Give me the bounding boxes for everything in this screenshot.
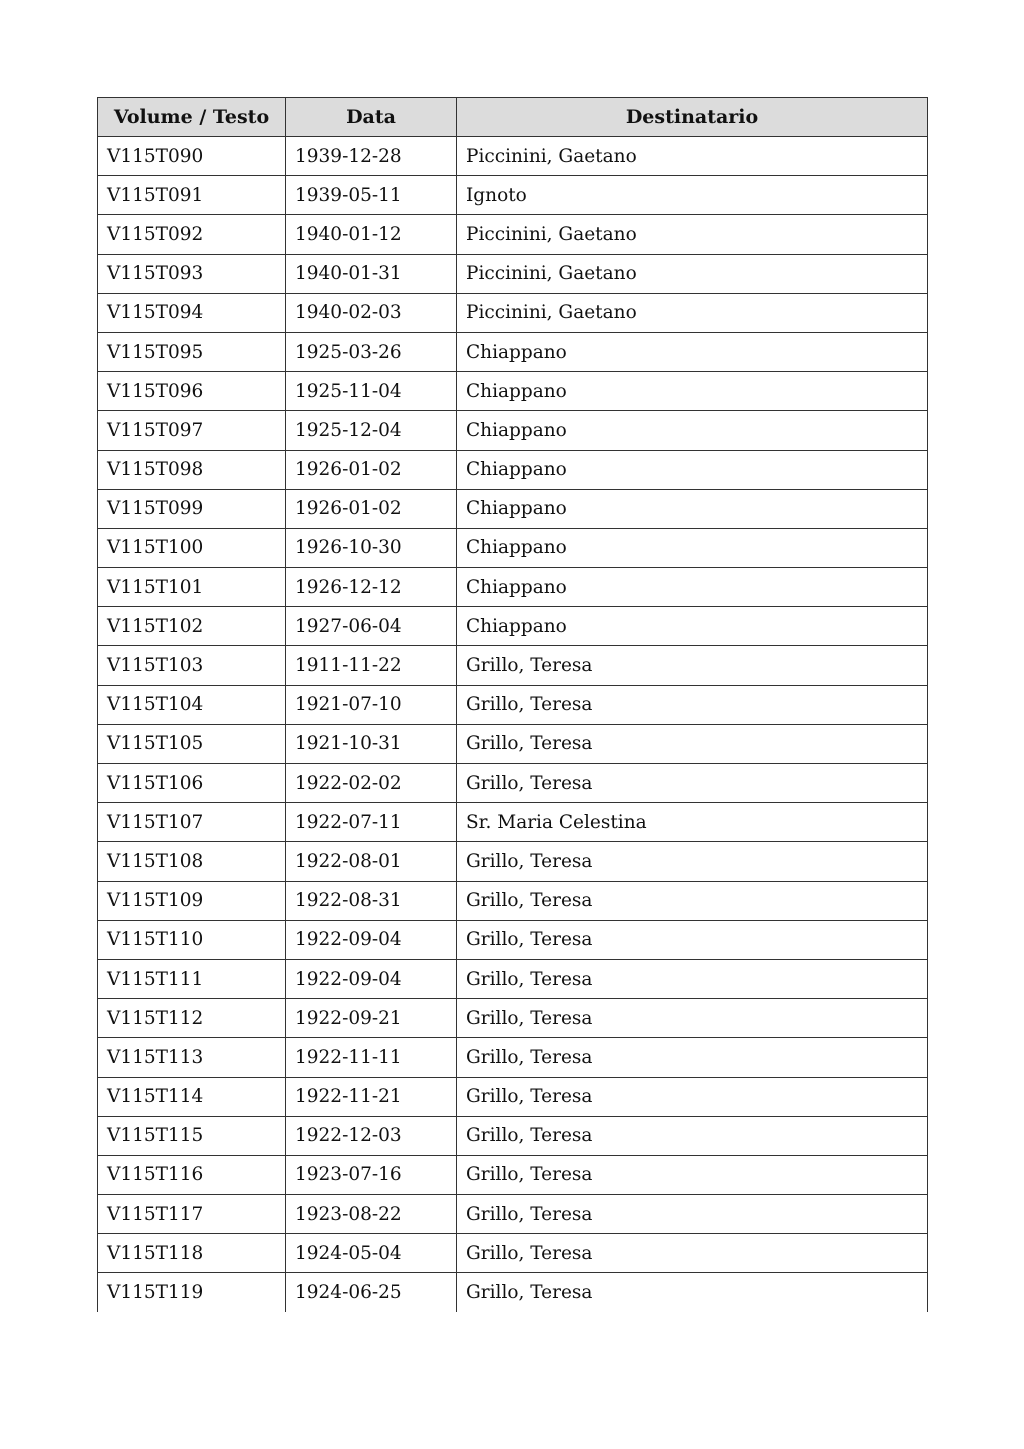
table-row [98, 881, 928, 920]
table-row [98, 1038, 928, 1077]
table-header [98, 98, 928, 137]
table-row [98, 568, 928, 607]
destinatario-cell: Chiappano [457, 607, 928, 646]
table-row [98, 332, 928, 371]
data-cell: 1922-09-04 [286, 920, 457, 959]
table-row [98, 215, 928, 254]
volume-testo-cell: V115T094 [98, 293, 286, 332]
table-row [98, 1234, 928, 1273]
table-row [98, 293, 928, 332]
table-row [98, 920, 928, 959]
data-cell: 1922-11-21 [286, 1077, 457, 1116]
table-row [98, 411, 928, 450]
header-destinatario: Destinatario [457, 98, 928, 137]
data-cell: 1921-10-31 [286, 724, 457, 763]
table-body [98, 137, 928, 1313]
data-cell: 1926-12-12 [286, 568, 457, 607]
data-cell: 1940-01-31 [286, 254, 457, 293]
table-row [98, 646, 928, 685]
data-cell: 1925-11-04 [286, 372, 457, 411]
volume-testo-cell: V115T116 [98, 1155, 286, 1194]
table-row [98, 1195, 928, 1234]
volume-testo-cell: V115T112 [98, 999, 286, 1038]
volume-testo-cell: V115T091 [98, 176, 286, 215]
table-row [98, 137, 928, 176]
destinatario-cell: Chiappano [457, 568, 928, 607]
destinatario-cell: Grillo, Teresa [457, 1273, 928, 1312]
data-cell: 1926-10-30 [286, 528, 457, 567]
data-cell: 1924-05-04 [286, 1234, 457, 1273]
data-cell: 1923-07-16 [286, 1155, 457, 1194]
destinatario-cell: Piccinini, Gaetano [457, 293, 928, 332]
destinatario-cell: Chiappano [457, 411, 928, 450]
destinatario-cell: Piccinini, Gaetano [457, 215, 928, 254]
destinatario-cell: Grillo, Teresa [457, 1195, 928, 1234]
volume-testo-cell: V115T119 [98, 1273, 286, 1312]
data-cell: 1911-11-22 [286, 646, 457, 685]
table-row [98, 1116, 928, 1155]
table-row [98, 372, 928, 411]
volume-testo-cell: V115T109 [98, 881, 286, 920]
data-cell: 1939-12-28 [286, 137, 457, 176]
table-row [98, 1077, 928, 1116]
table-row [98, 803, 928, 842]
volume-testo-cell: V115T100 [98, 528, 286, 567]
table-row [98, 842, 928, 881]
volume-testo-cell: V115T115 [98, 1116, 286, 1155]
volume-testo-cell: V115T095 [98, 332, 286, 371]
header-row [98, 98, 928, 137]
destinatario-cell: Chiappano [457, 489, 928, 528]
table-row [98, 999, 928, 1038]
table-row [98, 724, 928, 763]
data-cell: 1922-11-11 [286, 1038, 457, 1077]
table-row [98, 489, 928, 528]
table-row [98, 685, 928, 724]
volume-testo-cell: V115T105 [98, 724, 286, 763]
volume-testo-cell: V115T114 [98, 1077, 286, 1116]
table-row [98, 607, 928, 646]
destinatario-cell: Ignoto [457, 176, 928, 215]
data-cell: 1923-08-22 [286, 1195, 457, 1234]
destinatario-cell: Piccinini, Gaetano [457, 137, 928, 176]
table-row [98, 176, 928, 215]
data-cell: 1922-08-31 [286, 881, 457, 920]
destinatario-cell: Grillo, Teresa [457, 1155, 928, 1194]
data-cell: 1922-02-02 [286, 764, 457, 803]
volume-testo-cell: V115T106 [98, 764, 286, 803]
volume-testo-cell: V115T092 [98, 215, 286, 254]
destinatario-cell: Chiappano [457, 372, 928, 411]
destinatario-cell: Grillo, Teresa [457, 842, 928, 881]
volume-testo-cell: V115T102 [98, 607, 286, 646]
data-cell: 1922-09-21 [286, 999, 457, 1038]
data-cell: 1922-07-11 [286, 803, 457, 842]
data-cell: 1926-01-02 [286, 450, 457, 489]
data-cell: 1940-02-03 [286, 293, 457, 332]
volume-testo-cell: V115T099 [98, 489, 286, 528]
destinatario-cell: Grillo, Teresa [457, 959, 928, 998]
destinatario-cell: Chiappano [457, 332, 928, 371]
volume-testo-cell: V115T097 [98, 411, 286, 450]
data-cell: 1940-01-12 [286, 215, 457, 254]
volume-testo-cell: V115T118 [98, 1234, 286, 1273]
destinatario-cell: Grillo, Teresa [457, 1234, 928, 1273]
data-cell: 1926-01-02 [286, 489, 457, 528]
data-cell: 1922-12-03 [286, 1116, 457, 1155]
volume-testo-cell: V115T107 [98, 803, 286, 842]
destinatario-cell: Grillo, Teresa [457, 724, 928, 763]
table-row [98, 450, 928, 489]
volume-testo-cell: V115T104 [98, 685, 286, 724]
volume-testo-cell: V115T113 [98, 1038, 286, 1077]
table-row [98, 254, 928, 293]
table-row [98, 959, 928, 998]
volume-testo-cell: V115T110 [98, 920, 286, 959]
header-volume-testo: Volume / Testo [98, 98, 286, 137]
destinatario-cell: Grillo, Teresa [457, 685, 928, 724]
volume-testo-cell: V115T093 [98, 254, 286, 293]
volume-testo-cell: V115T090 [98, 137, 286, 176]
data-cell: 1939-05-11 [286, 176, 457, 215]
data-cell: 1927-06-04 [286, 607, 457, 646]
destinatario-cell: Grillo, Teresa [457, 1077, 928, 1116]
data-cell: 1925-12-04 [286, 411, 457, 450]
data-cell: 1922-08-01 [286, 842, 457, 881]
volume-testo-cell: V115T117 [98, 1195, 286, 1234]
destinatario-cell: Chiappano [457, 450, 928, 489]
destinatario-cell: Grillo, Teresa [457, 764, 928, 803]
destinatario-cell: Grillo, Teresa [457, 920, 928, 959]
volume-testo-cell: V115T111 [98, 959, 286, 998]
volume-testo-cell: V115T103 [98, 646, 286, 685]
destinatario-cell: Grillo, Teresa [457, 881, 928, 920]
destinatario-cell: Piccinini, Gaetano [457, 254, 928, 293]
data-cell: 1921-07-10 [286, 685, 457, 724]
destinatario-cell: Grillo, Teresa [457, 646, 928, 685]
destinatario-cell: Sr. Maria Celestina [457, 803, 928, 842]
volume-testo-cell: V115T108 [98, 842, 286, 881]
table-row [98, 764, 928, 803]
destinatario-cell: Grillo, Teresa [457, 1038, 928, 1077]
letters-table [97, 97, 928, 1312]
destinatario-cell: Grillo, Teresa [457, 999, 928, 1038]
volume-testo-cell: V115T096 [98, 372, 286, 411]
volume-testo-cell: V115T101 [98, 568, 286, 607]
volume-testo-cell: V115T098 [98, 450, 286, 489]
table-row [98, 528, 928, 567]
data-cell: 1925-03-26 [286, 332, 457, 371]
table-row [98, 1273, 928, 1312]
destinatario-cell: Grillo, Teresa [457, 1116, 928, 1155]
table-row [98, 1155, 928, 1194]
data-cell: 1924-06-25 [286, 1273, 457, 1312]
data-cell: 1922-09-04 [286, 959, 457, 998]
header-data: Data [286, 98, 457, 137]
destinatario-cell: Chiappano [457, 528, 928, 567]
